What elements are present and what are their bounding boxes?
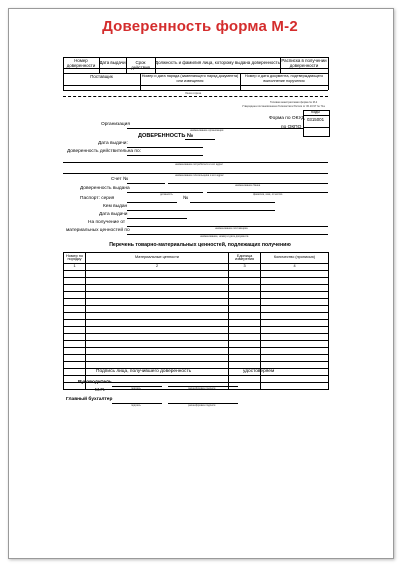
doc-sub: наименование, номер и дата документа [200,235,249,238]
issue-date-field[interactable] [127,147,203,148]
col-number-2: 2 [86,264,229,271]
form-approved: Типовая межотраслевая форма № М-2 [270,101,318,104]
table-row[interactable] [64,271,329,278]
table-title: Перечень товарно-материальных ценностей, подлежащих получению [109,242,291,248]
valid-until-label: Доверенность действительна по: [67,149,142,154]
th-unit: Единица измерения [229,253,261,264]
issue-date-label: Дата выдачи: [98,141,128,146]
table-row[interactable] [64,292,329,299]
okpo-box [303,127,330,137]
accountant-decode-sub: расшифровка подписи [188,404,216,407]
table-row[interactable] [64,299,329,306]
signature-field[interactable] [168,375,238,376]
th-material: Материальные ценности [86,253,229,264]
table-row[interactable] [64,278,329,285]
col-number-4: 4 [261,264,329,271]
col-number-3: 3 [229,264,261,271]
codes-label: Коды [311,110,320,114]
stub-col-doc: Номер и дата документа, подтверждающего выполнение поручения [244,73,324,83]
org-label: Организация [101,122,130,127]
cut-line [63,96,328,97]
table-row[interactable] [64,348,329,355]
doc-title: ДОВЕРЕННОСТЬ № [138,133,194,139]
signature-label: Подпись лица, получившего доверенность [96,369,192,374]
name-sub: фамилия, имя, отчество [253,193,283,196]
stub-col-order: Номер и дата наряда (заменяющего наряд документа) или извещения [141,73,239,83]
director-decode-sub: расшифровка подписи [188,387,216,390]
issued-to-label: Доверенность выдана [80,186,130,191]
accountant-sign-sub: подпись [131,404,141,407]
passport-label: Паспорт: серия [80,196,115,201]
accountant-label: Главный бухгалтер [66,397,113,402]
okud-value: 0315001 [306,117,325,122]
th-number: Номер по порядку [64,253,86,264]
consumer-sub: наименование потребителя и его адрес [175,163,223,166]
values-label: материальных ценностей по [66,228,130,233]
form-approved-2: Утверждена постановлением Госкомстата России от 30.10.97 № 71а [242,105,325,108]
position-sub: должность [160,193,173,196]
stub-col-receipt: Расписка в получении доверенности [281,58,327,68]
stub-col-supplier: Поставщик [90,74,113,79]
certify-label: удостоверяем [243,369,275,374]
table-row[interactable] [64,362,329,369]
stub-col-number: Номер доверенности [66,58,96,68]
stub-col-issued: Дата выдачи [99,60,126,65]
col-number-1: 1 [64,264,86,271]
doc-number-field[interactable] [185,139,215,140]
table-row[interactable] [64,313,329,320]
table-row[interactable] [64,320,329,327]
receive-from-label: На получение от [88,220,126,225]
director-sign-sub: подпись [131,387,141,390]
table-row[interactable] [64,327,329,334]
passport-number-field[interactable] [190,202,275,203]
table-row[interactable] [64,334,329,341]
stub-col-valid: Срок действия [131,60,150,70]
supplier-sub: наименование поставщика [215,227,248,230]
table-row[interactable] [64,306,329,313]
mp-label: М.П. [95,388,106,393]
bank-sub: наименование банка [235,184,261,187]
okpo-label: по ОКПО [281,125,302,130]
issued-date-label: Дата выдачи [99,212,128,217]
page-title: Доверенность форма М-2 [102,18,298,35]
stub-col-person: Должность и фамилия лица, которому выдана доверенность [155,60,280,65]
org-sub: наименование организации [190,129,224,132]
account-field[interactable] [127,183,165,184]
cut-line-label: Линия отреза [185,92,202,95]
table-row[interactable] [64,355,329,362]
table-row[interactable] [64,341,329,348]
valid-until-field[interactable] [127,155,203,156]
payer-sub: наименование плательщика и его адрес [175,174,224,177]
issued-by-label: Кем выдан [103,204,128,209]
issued-by-field[interactable] [127,210,275,211]
director-label: Руководитель [78,380,112,385]
account-label: Счет № [111,177,129,182]
th-quantity: Количество (прописью) [261,253,329,264]
issued-date-field[interactable] [127,218,187,219]
okud-label: Форма по ОКУД [269,116,305,121]
passport-series-field[interactable] [127,202,177,203]
passport-no-label: № [183,196,189,201]
table-row[interactable] [64,285,329,292]
